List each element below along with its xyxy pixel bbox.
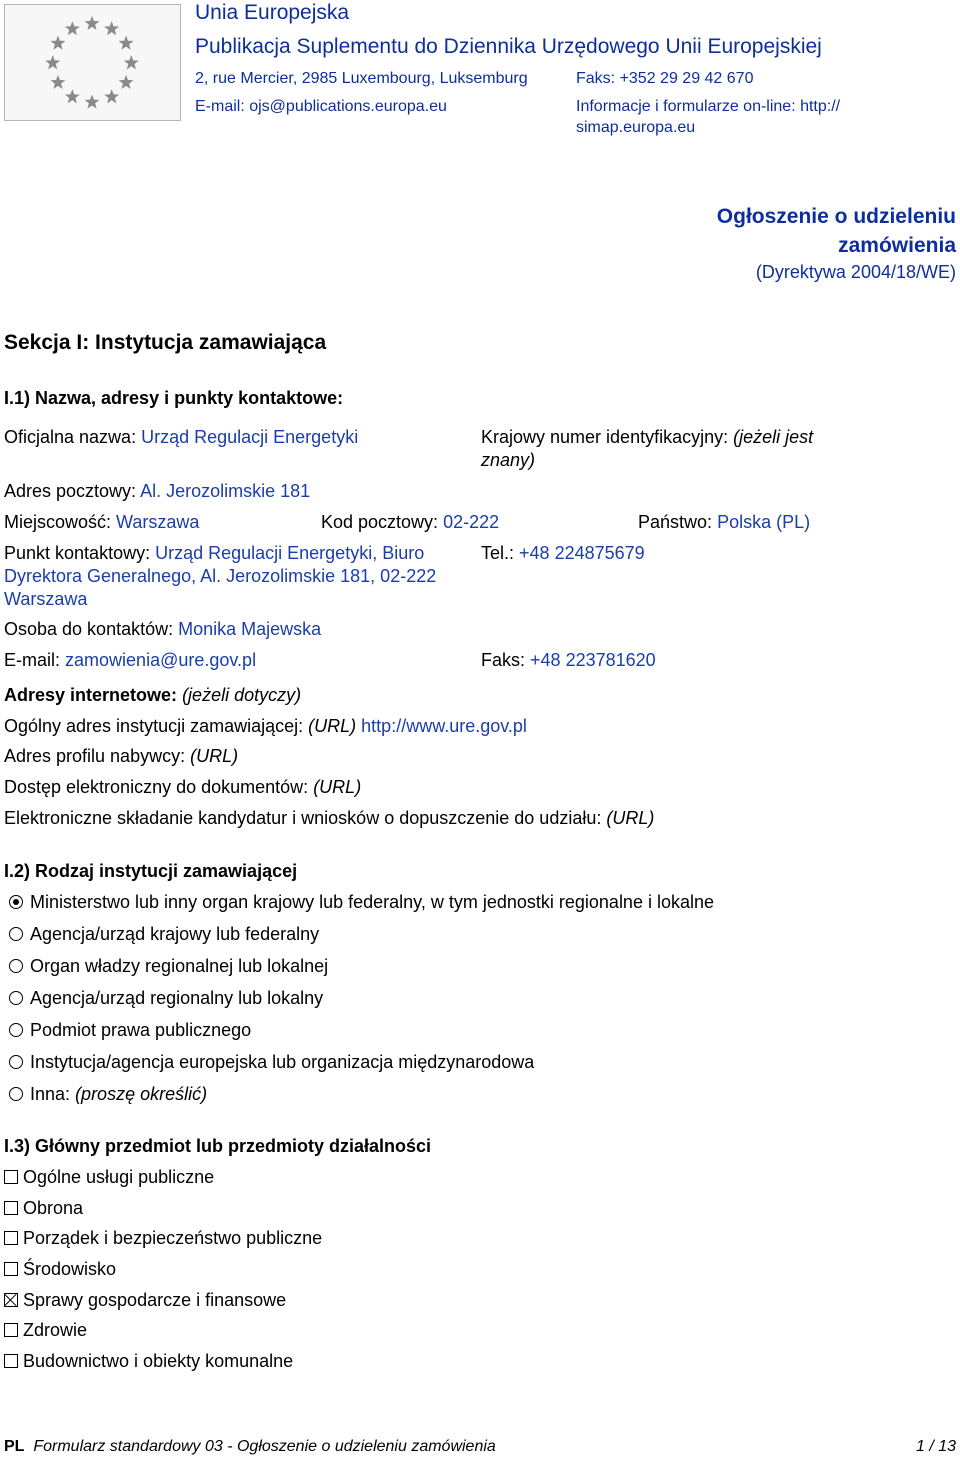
postal-value: Al. Jerozolimskie 181 — [140, 481, 311, 501]
notice-title-line2: zamówienia — [838, 234, 956, 257]
electronic-submission-row — [4, 808, 654, 829]
star-icon — [124, 55, 139, 69]
publisher-name: Unia Europejska — [195, 1, 350, 24]
url-tag: (URL) — [190, 746, 239, 766]
footer-form — [4, 1438, 496, 1456]
activity-option-label: Ogólne usługi publiczne — [23, 1167, 215, 1187]
fax-label: Faks: — [481, 650, 526, 670]
authority-option-label: Inna: — [30, 1084, 71, 1104]
star-icon — [119, 75, 134, 89]
person-value: Monika Majewska — [178, 619, 322, 639]
postal-row — [4, 481, 310, 502]
authority-option[interactable] — [9, 956, 328, 977]
activity-option[interactable] — [4, 1228, 322, 1249]
notice-directive: (Dyrektywa 2004/18/WE) — [755, 262, 956, 282]
authority-option[interactable] — [9, 1052, 534, 1073]
contact-point-row — [4, 543, 424, 564]
radio-icon[interactable] — [9, 1055, 23, 1069]
country-value: Polska (PL) — [717, 512, 811, 532]
publisher-fax: Faks: +352 29 29 42 670 — [576, 70, 754, 87]
publisher-email: E-mail: ojs@publications.europa.eu — [195, 98, 447, 115]
activity-option-label: Sprawy gospodarcze i finansowe — [23, 1290, 287, 1310]
person-row — [4, 619, 321, 640]
postal-label: Adres pocztowy: — [4, 481, 137, 501]
publisher-info-line1: Informacje i formularze on-line: http:// — [576, 98, 841, 115]
authority-option-label: Instytucja/agencja europejska lub organizacja międzynarodowa — [30, 1052, 535, 1072]
star-icon — [50, 75, 65, 89]
general-url-row — [4, 716, 527, 737]
activity-option-label: Środowisko — [23, 1259, 117, 1279]
country-label: Państwo: — [638, 512, 713, 532]
buyer-profile-row — [4, 746, 238, 767]
contact-point-value-2: Dyrektora Generalnego, Al. Jerozolimskie 181, 02-222 — [4, 566, 437, 586]
authority-option-label: Agencja/urząd regionalny lub lokalny — [30, 988, 324, 1008]
activity-option-label: Obrona — [23, 1198, 84, 1218]
authority-option-label: Podmiot prawa publicznego — [30, 1020, 252, 1040]
star-icon — [104, 89, 119, 103]
publication-title: Publikacja Suplementu do Dziennika Urzędowego Unii Europejskiej — [195, 35, 822, 58]
checkbox-icon[interactable] — [4, 1262, 18, 1276]
electronic-access-label: Dostęp elektroniczny do dokumentów: — [4, 777, 309, 797]
star-icon — [119, 35, 134, 49]
electronic-access-row — [4, 777, 361, 798]
radio-selected-icon[interactable] — [9, 895, 23, 909]
email-row — [4, 650, 256, 671]
tel-label: Tel.: — [481, 543, 515, 563]
authority-option-label: Organ władzy regionalnej lub lokalnej — [30, 956, 329, 976]
town-label: Miejscowość: — [4, 512, 112, 532]
activity-option-label: Budownictwo i obiekty komunalne — [23, 1351, 294, 1371]
contact-point-value-1: Urząd Regulacji Energetyki, Biuro — [155, 543, 425, 563]
activity-option[interactable] — [4, 1290, 286, 1311]
fax-row — [481, 650, 656, 671]
activity-option[interactable] — [4, 1198, 83, 1219]
national-id-note: (jeżeli jest — [733, 427, 814, 447]
general-url-label: Ogólny adres instytucji zamawiającej: — [4, 716, 304, 736]
authority-option-note: (proszę określić) — [75, 1084, 208, 1104]
activity-option[interactable] — [4, 1320, 87, 1341]
authority-type-heading: I.2) Rodzaj instytucji zamawiającej — [4, 861, 298, 881]
eu-flag-icon — [4, 4, 181, 121]
radio-icon[interactable] — [9, 1087, 23, 1101]
activity-heading: I.3) Główny przedmiot lub przedmioty działalności — [4, 1136, 432, 1156]
publisher-address: 2, rue Mercier, 2985 Luxembourg, Luksemburg — [195, 70, 528, 87]
postcode-label: Kod pocztowy: — [321, 512, 439, 532]
checkbox-icon[interactable] — [4, 1201, 18, 1215]
checkbox-icon[interactable] — [4, 1231, 18, 1245]
internet-note: (jeżeli dotyczy) — [182, 685, 302, 705]
postcode-value: 02-222 — [443, 512, 500, 532]
country-row — [638, 512, 810, 533]
radio-icon[interactable] — [9, 927, 23, 941]
star-icon — [85, 16, 100, 30]
town-value: Warszawa — [116, 512, 200, 532]
official-name-label: Oficjalna nazwa: — [4, 427, 137, 447]
national-id-label: Krajowy numer identyfikacyjny: — [481, 427, 729, 447]
authority-option[interactable] — [9, 892, 714, 913]
contact-point-value-3: Warszawa — [4, 589, 88, 609]
contact-point-label: Punkt kontaktowy: — [4, 543, 151, 563]
authority-option[interactable] — [9, 924, 319, 945]
star-icon — [65, 21, 80, 35]
checkbox-icon[interactable] — [4, 1170, 18, 1184]
radio-icon[interactable] — [9, 991, 23, 1005]
url-tag: (URL) — [313, 777, 362, 797]
eu-flag-stars — [5, 5, 180, 120]
activity-option-label: Zdrowie — [23, 1320, 88, 1340]
internet-heading: Adresy internetowe: — [4, 685, 178, 705]
radio-icon[interactable] — [9, 1023, 23, 1037]
email-label: E-mail: — [4, 650, 61, 670]
general-url-link[interactable]: http://www.ure.gov.pl — [361, 716, 527, 736]
fax-value: +48 223781620 — [530, 650, 656, 670]
checkbox-checked-icon[interactable] — [4, 1293, 18, 1307]
radio-icon[interactable] — [9, 959, 23, 973]
official-name-value: Urząd Regulacji Energetyki — [141, 427, 359, 447]
tel-value: +48 224875679 — [519, 543, 645, 563]
star-icon — [65, 89, 80, 103]
official-name-row — [4, 427, 358, 448]
email-value[interactable]: zamowienia@ure.gov.pl — [65, 650, 257, 670]
tel-row — [481, 543, 645, 564]
star-icon — [45, 55, 60, 69]
electronic-submission-label: Elektroniczne składanie kandydatur i wniosków o dopuszczenie do udziału: — [4, 808, 602, 828]
national-id-row — [481, 427, 813, 448]
activity-option[interactable] — [4, 1351, 293, 1372]
authority-option-label: Ministerstwo lub inny organ krajowy lub federalny, w tym jednostki regionalne i lokalne — [30, 892, 714, 912]
activity-option[interactable] — [4, 1167, 214, 1188]
activity-option-label: Porządek i bezpieczeństwo publiczne — [23, 1228, 323, 1248]
publisher-info-line2: simap.europa.eu — [576, 119, 696, 136]
footer-lang: PL — [4, 1438, 25, 1455]
national-id-note-2: znany) — [481, 450, 536, 470]
star-icon — [104, 21, 119, 35]
checkbox-icon[interactable] — [4, 1354, 18, 1368]
star-icon — [85, 94, 100, 108]
authority-option[interactable] — [9, 988, 323, 1009]
url-tag: (URL) — [308, 716, 357, 736]
activity-option[interactable] — [4, 1259, 116, 1280]
authority-option[interactable] — [9, 1084, 207, 1105]
contacts-heading: I.1) Nazwa, adresy i punkty kontaktowe: — [4, 388, 344, 408]
footer-form-name: Formularz standardowy 03 - Ogłoszenie o udzieleniu zamówienia — [33, 1438, 496, 1455]
buyer-profile-label: Adres profilu nabywcy: — [4, 746, 186, 766]
town-row — [4, 512, 199, 533]
section-title: Sekcja I: Instytucja zamawiająca — [4, 331, 327, 354]
postcode-row — [321, 512, 499, 533]
person-label: Osoba do kontaktów: — [4, 619, 174, 639]
notice-title-line1: Ogłoszenie o udzieleniu — [716, 205, 956, 228]
star-icon — [50, 35, 65, 49]
url-tag: (URL) — [606, 808, 655, 828]
checkbox-icon[interactable] — [4, 1323, 18, 1337]
footer-page: 1 / 13 — [915, 1438, 956, 1455]
authority-option-label: Agencja/urząd krajowy lub federalny — [30, 924, 320, 944]
internet-heading-row — [4, 685, 301, 706]
authority-option[interactable] — [9, 1020, 251, 1041]
